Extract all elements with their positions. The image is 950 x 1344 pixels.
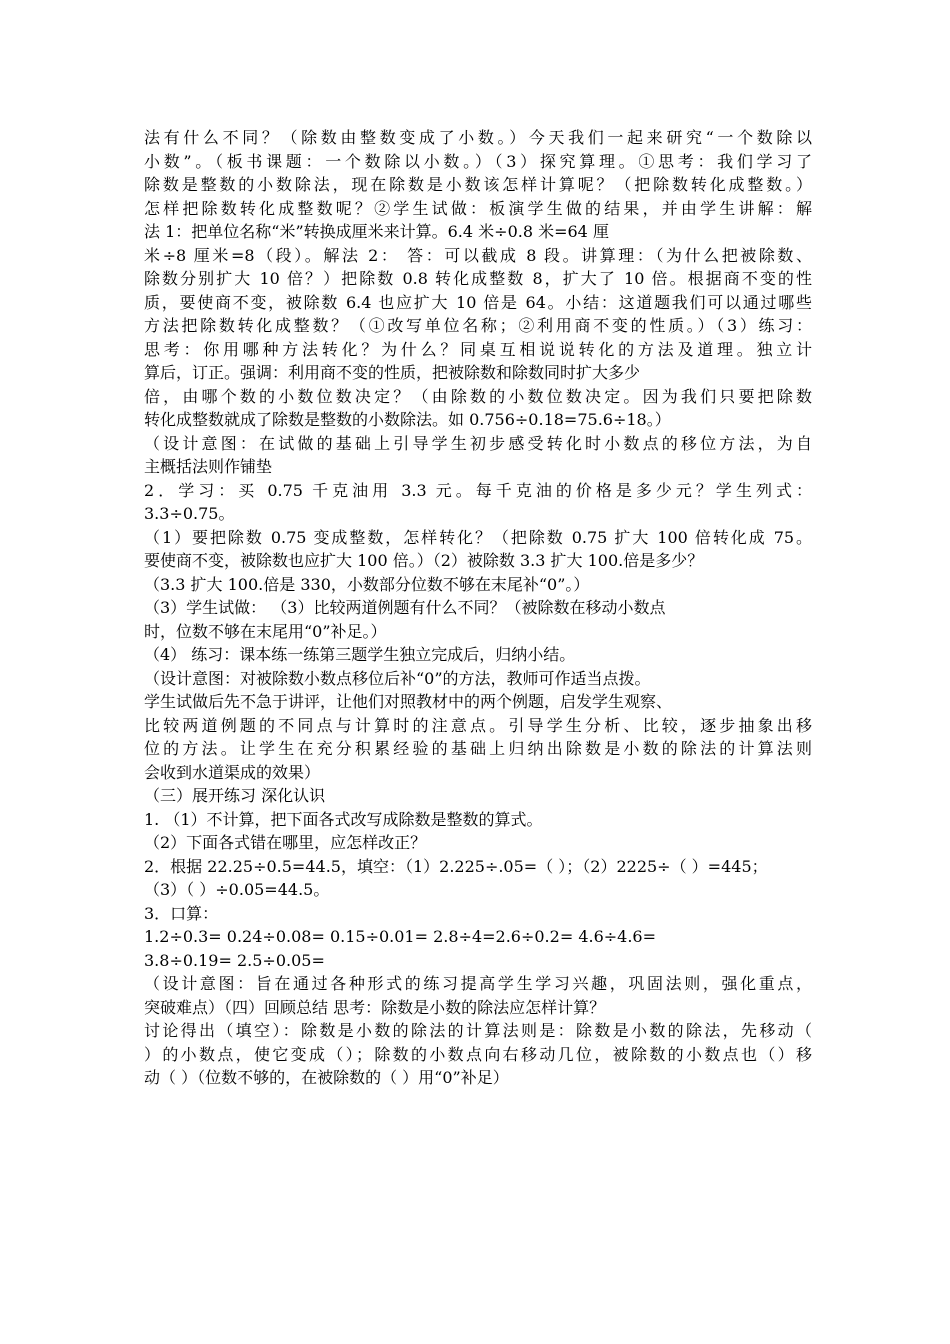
- text-line: 1.2÷0.3= 0.24÷0.08= 0.15÷0.01= 2.8÷4=2.6÷0.2= 4.6÷4.6=: [144, 927, 657, 946]
- section-heading: （三）展开练习 深化认识: [144, 786, 326, 805]
- text-line: 除数分别扩大 10 倍？）把除数 0.8 转化成整数 8，扩大了 10 倍。根据商不变的性: [144, 269, 812, 288]
- text-line: 小数”。（板书课题：一个数除以小数。）（3）探究算理。①思考：我们学习了: [144, 151, 812, 171]
- text-line: （3）（ ）÷0.05=44.5。: [144, 880, 330, 899]
- text-line: 1. （1）不计算，把下面各式改写成除数是整数的算式。: [144, 809, 543, 829]
- text-line: （设计意图：在试做的基础上引导学生初步感受转化时小数点的移位方法，为自: [144, 433, 812, 453]
- text-line: ）的小数点，使它变成（）；除数的小数点向右移动几位，被除数的小数点也（）移: [144, 1044, 812, 1064]
- text-line: （3.3 扩大 100.倍是 330，小数部分位数不够在末尾补“0”。）: [144, 574, 590, 594]
- text-line: （1）要把除数 0.75 变成整数，怎样转化？（把除数 0.75 扩大 100 倍转化成 75。: [144, 527, 812, 547]
- text-line: 突破难点）（四）回顾总结 思考：除数是小数的除法应怎样计算？: [144, 997, 606, 1017]
- text-line: 米÷8 厘米=8（段）。解法 2： 答：可以截成 8 段。讲算理：（为什么把被除数、: [144, 245, 812, 265]
- text-line: 转化成整数就成了除数是整数的小数除法。如 0.756÷0.18=75.6÷18。）: [144, 410, 671, 429]
- text-line: 2．学习：买 0.75 千克油用 3.3 元。每千克油的价格是多少元？学生列式：: [144, 480, 812, 500]
- text-line: 比较两道例题的不同点与计算时的注意点。引导学生分析、比较，逐步抽象出移: [144, 715, 812, 735]
- text-line: 动（ ）（位数不够的，在被除数的（ ）用“0”补足）: [144, 1068, 509, 1087]
- text-line: （4） 练习：课本练一练第三题学生独立完成后，归纳小结。: [144, 645, 576, 664]
- text-line: 3．口算：: [144, 903, 219, 923]
- text-line: 方法把除数转化成整数？（①改写单位名称；②利用商不变的性质。）（3）练习：: [144, 316, 812, 335]
- text-line: 讨论得出（填空）：除数是小数的除法的计算法则是：除数是小数的除法，先移动（: [144, 1021, 812, 1040]
- text-line: 质，要使商不变，被除数 6.4 也应扩大 10 倍是 64。小结：这道题我们可以通过哪些: [144, 292, 812, 312]
- text-line: 法有什么不同？（除数由整数变成了小数。）今天我们一起来研究“一个数除以: [144, 128, 812, 147]
- text-line: 3.3÷0.75。: [144, 504, 235, 523]
- text-line: 思考：你用哪种方法转化？为什么？同桌互相说说转化的方法及道理。独立计: [144, 339, 812, 359]
- text-line: 除数是整数的小数除法，现在除数是小数该怎样计算呢？（把除数转化成整数。）: [144, 175, 812, 194]
- text-line: （设计意图：对被除数小数点移位后补“0”的方法，教师可作适当点拨。: [144, 668, 651, 688]
- text-line: （3）学生试做： （3）比较两道例题有什么不同？（被除数在移动小数点: [144, 598, 666, 617]
- text-line: 时，位数不够在末尾用“0”补足。）: [144, 621, 387, 641]
- text-line: 3.8÷0.19= 2.5÷0.05=: [144, 950, 325, 970]
- document-body: [144, 126, 812, 1090]
- text-line: 主概括法则作铺垫: [144, 457, 273, 476]
- text-line: 位的方法。让学生在充分积累经验的基础上归纳出除数是小数的除法的计算法则: [144, 739, 812, 758]
- text-line: 会收到水道渠成的效果）: [144, 762, 321, 782]
- text-line: 学生试做后先不急于讲评，让他们对照教材中的两个例题，启发学生观察、: [144, 692, 673, 711]
- text-line: 怎样把除数转化成整数呢？②学生试做：板演学生做的结果，并由学生讲解：解: [144, 198, 812, 218]
- text-line: 2．根据 22.25÷0.5=44.5，填空：（1）2.225÷.05=（ ）；（2）2225÷（ ）=445；: [144, 856, 768, 876]
- text-line: 要使商不变，被除数也应扩大 100 倍。）（2）被除数 3.3 扩大 100.倍是多少？: [144, 551, 704, 570]
- text-line: （2）下面各式错在哪里，应怎样改正？: [144, 833, 427, 852]
- text-line: 算后，订正。强调：利用商不变的性质，把被除数和除数同时扩大多少: [144, 363, 641, 382]
- text-line: （设计意图：旨在通过各种形式的练习提高学生学习兴趣，巩固法则，强化重点，: [144, 974, 812, 993]
- text-line: 法 1：把单位名称“米”转换成厘米来计算。6.4 米÷0.8 米=64 厘: [144, 222, 609, 241]
- text-line: 倍，由哪个数的小数位数决定？（由除数的小数位数决定。因为我们只要把除数: [144, 386, 812, 406]
